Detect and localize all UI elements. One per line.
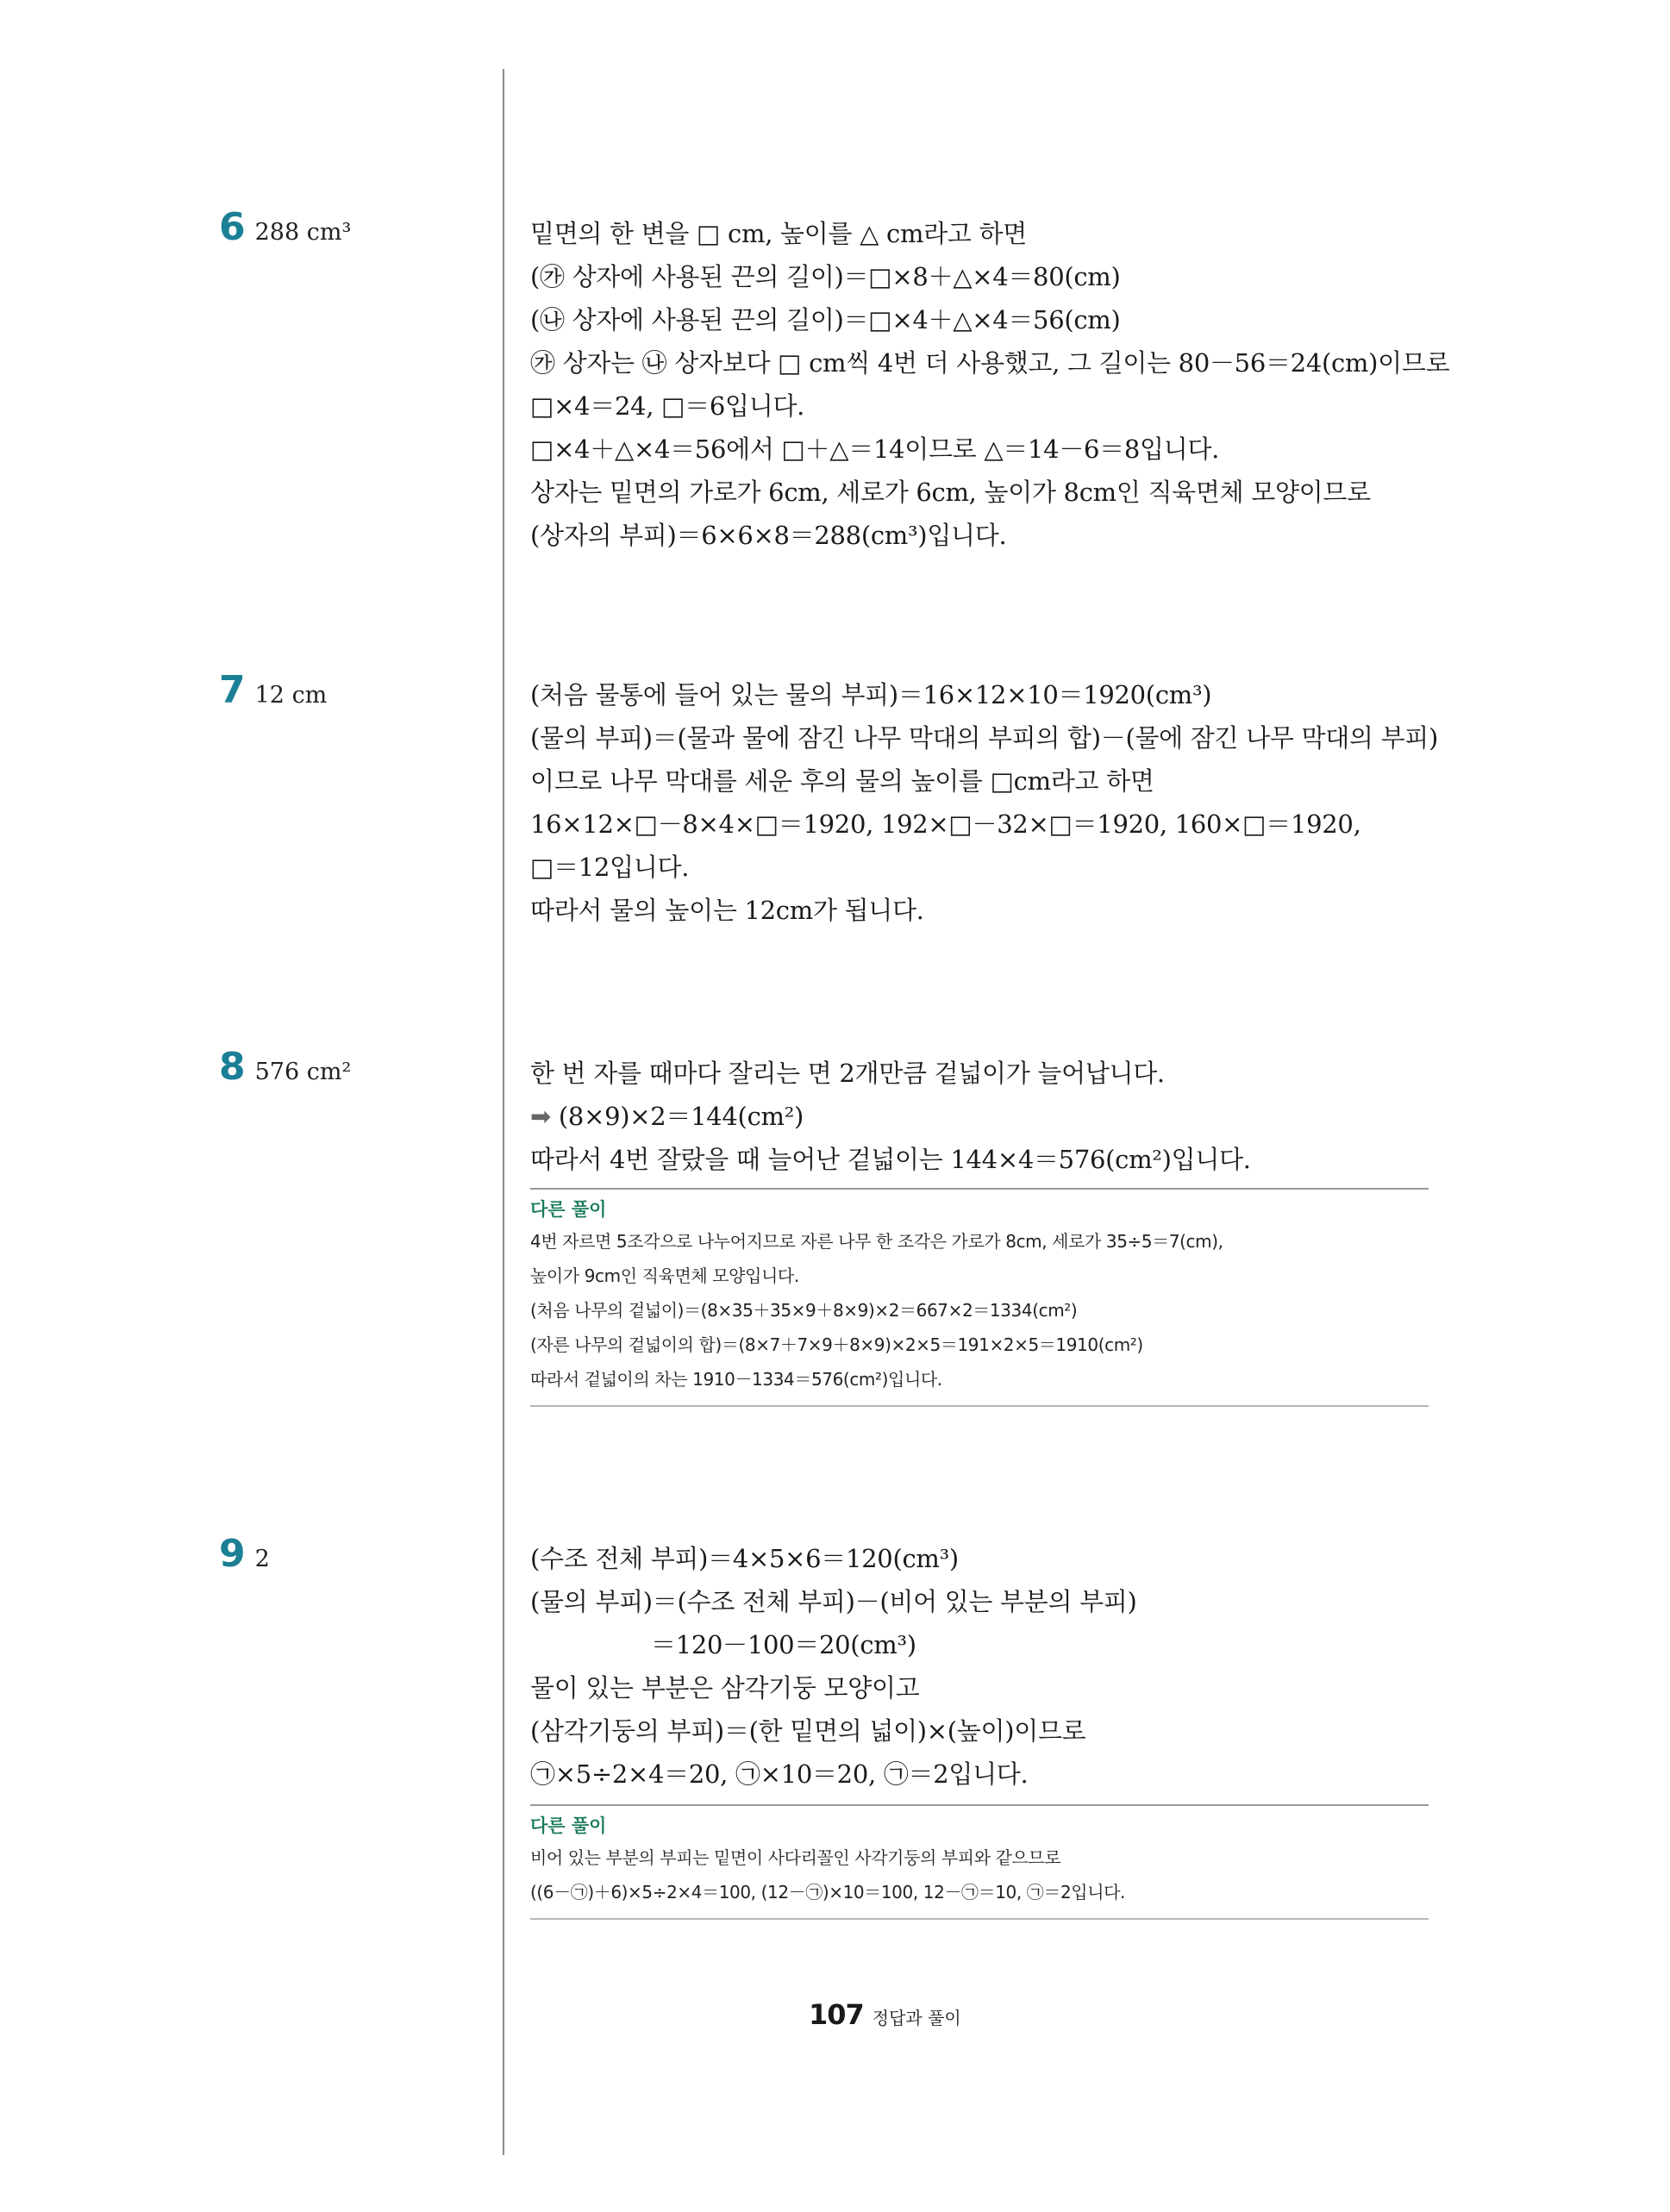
alternative-solution-line: 비어 있는 부분의 부피는 밑면이 사다리꼴인 사각기둥의 부피와 같으므로	[530, 1847, 1061, 1868]
solution-line: 밑면의 한 변을 □ cm, 높이를 △ cm라고 하면	[530, 219, 1027, 248]
problem-8-solution	[530, 1052, 1435, 1181]
solution-line: 이므로 나무 막대를 세운 후의 물의 높이를 □cm라고 하면	[530, 766, 1154, 796]
solution-line: ㉠×5÷2×4＝20, ㉠×10＝20, ㉠＝2입니다.	[530, 1759, 1029, 1789]
problem-8-header	[219, 1045, 351, 1089]
problem-number: 6	[219, 205, 245, 249]
alternative-solution-line: ((6－㉠)＋6)×5÷2×4＝100, (12－㉠)×10＝100, 12－㉠＝10, ㉠＝2입니다.	[530, 1882, 1126, 1903]
solution-line: 따라서 4번 잘랐을 때 늘어난 겉넓이는 144×4＝576(cm²)입니다.	[530, 1145, 1251, 1174]
solution-line: (㉯ 상자에 사용된 끈의 길이)＝□×4＋△×4＝56(cm)	[530, 305, 1121, 334]
problem-9-solution	[530, 1537, 1435, 1796]
problem-answer: 2	[254, 1546, 270, 1572]
solution-line: 한 번 자를 때마다 잘리는 면 2개만큼 겉넓이가 늘어납니다.	[530, 1059, 1165, 1088]
problem-answer: 12 cm	[254, 682, 328, 709]
solution-line: (㉮ 상자에 사용된 끈의 길이)＝□×8＋△×4＝80(cm)	[530, 262, 1121, 291]
alternative-solution-title: 다른 풀이	[530, 1815, 607, 1836]
problem-6-solution	[530, 212, 1450, 557]
solution-line: (처음 물통에 들어 있는 물의 부피)＝16×12×10＝1920(cm³)	[530, 680, 1212, 709]
solution-line: □×4＋△×4＝56에서 □＋△＝14이므로 △＝14－6＝8입니다.	[530, 434, 1220, 464]
alternative-solution-line: 4번 자르면 5조각으로 나누어지므로 자른 나무 한 조각은 가로가 8cm, 세로가 35÷5＝7(cm),	[530, 1231, 1223, 1252]
solution-line: 16×12×□－8×4×□＝1920, 192×□－32×□＝1920, 160×□＝1920,	[530, 809, 1361, 839]
solution-line: □＝12입니다.	[530, 853, 690, 882]
problem-7-solution	[530, 673, 1439, 932]
solution-line: (물의 부피)＝(수조 전체 부피)－(비어 있는 부분의 부피)	[530, 1587, 1137, 1616]
problem-9-alternative-solution	[530, 1804, 1429, 1920]
problem-number: 9	[219, 1532, 245, 1576]
alternative-solution-line: (자른 나무의 겉넓이의 합)＝(8×7＋7×9＋8×9)×2×5＝191×2×5＝1910(cm²)	[530, 1334, 1143, 1355]
solution-line: □×4＝24, □＝6입니다.	[530, 391, 805, 421]
problem-number: 8	[219, 1045, 245, 1089]
solution-line: ＝120－100＝20(cm³)	[651, 1630, 916, 1659]
solution-line	[530, 1095, 1435, 1138]
solution-line: 상자는 밑면의 가로가 6cm, 세로가 6cm, 높이가 8cm인 직육면체 모양이므로	[530, 478, 1371, 507]
problem-7-header	[219, 668, 327, 712]
alternative-solution-line: 따라서 겉넓이의 차는 1910－1334＝576(cm²)입니다.	[530, 1369, 942, 1390]
alternative-solution-line: (처음 나무의 겉넓이)＝(8×35＋35×9＋8×9)×2＝667×2＝1334(cm²)	[530, 1300, 1078, 1321]
problem-answer: 576 cm²	[254, 1059, 352, 1085]
problem-6-header	[219, 205, 351, 249]
solution-line: 따라서 물의 높이는 12cm가 됩니다.	[530, 896, 924, 925]
solution-line: (수조 전체 부피)＝4×5×6＝120(cm³)	[530, 1544, 959, 1573]
solution-line: (물의 부피)＝(물과 물에 잠긴 나무 막대의 부피의 합)－(물에 잠긴 나무 막대의 부피)	[530, 723, 1439, 753]
arrow-right-icon: ➡	[530, 1102, 551, 1131]
problem-9-header	[219, 1532, 270, 1576]
footer-label: 정답과 풀이	[872, 2008, 961, 2028]
column-divider	[503, 69, 504, 2155]
problem-answer: 288 cm³	[254, 219, 352, 246]
alternative-solution-title: 다른 풀이	[530, 1199, 607, 1220]
problem-8-alternative-solution	[530, 1188, 1429, 1407]
solution-line: (삼각기둥의 부피)＝(한 밑면의 넓이)×(높이)이므로	[530, 1716, 1086, 1746]
solution-line: (상자의 부피)＝6×6×8＝288(cm³)입니다.	[530, 521, 1007, 550]
solution-line: ㉮ 상자는 ㉯ 상자보다 □ cm씩 4번 더 사용했고, 그 길이는 80－56＝24(cm)이므로	[530, 348, 1450, 378]
page-number: 107	[809, 1998, 864, 2031]
solution-line-text: (8×9)×2＝144(cm²)	[558, 1102, 804, 1131]
page-footer	[809, 1998, 961, 2031]
solution-line: 물이 있는 부분은 삼각기둥 모양이고	[530, 1673, 920, 1703]
problem-number: 7	[219, 668, 245, 712]
alternative-solution-line: 높이가 9cm인 직육면체 모양입니다.	[530, 1265, 799, 1286]
